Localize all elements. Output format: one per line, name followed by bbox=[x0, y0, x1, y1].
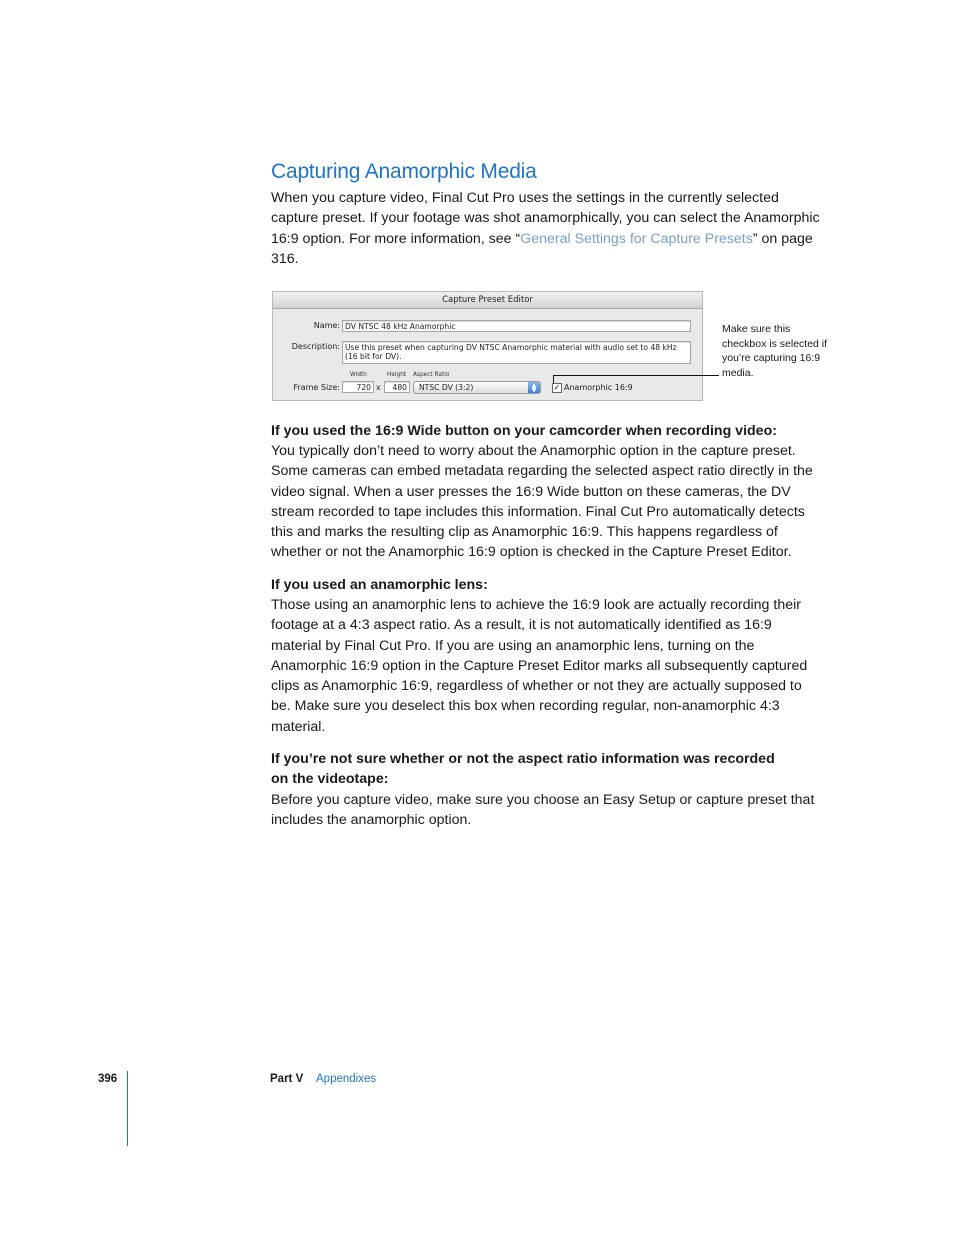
anamorphic-checkbox[interactable]: ✓ bbox=[553, 383, 561, 392]
section-body: Before you capture video, make sure you choose an Easy Setup or capture preset that includes the anamorphic option. bbox=[271, 792, 815, 829]
height-header: Height bbox=[387, 372, 407, 378]
anamorphic-label: Anamorphic 16:9 bbox=[564, 383, 633, 392]
times-symbol: x bbox=[376, 383, 381, 392]
name-label: Name: bbox=[313, 321, 340, 330]
capture-preset-editor-screenshot bbox=[272, 291, 703, 401]
intro-text-before: When you capture video, Final Cut Pro uses the settings in the currently selected capture preset. If your footage was shot anamorphically, you can select the Anamorphic 16:9 option. For more information, see “ bbox=[271, 190, 820, 247]
callout-leader-tick bbox=[553, 375, 554, 383]
width-header: Width bbox=[350, 372, 367, 378]
footer-divider bbox=[127, 1071, 128, 1146]
editor-window-title: Capture Preset Editor bbox=[273, 292, 702, 309]
footer-section-link[interactable]: Appendixes bbox=[316, 1073, 377, 1085]
callout-text: Make sure this checkbox is selected if you’re capturing 16:9 media. bbox=[722, 323, 828, 379]
section-heading: If you’re not sure whether or not the aspect ratio information was recorded on the videotape: bbox=[271, 751, 775, 788]
page-number: 396 bbox=[98, 1073, 118, 1085]
section-heading: If you used an anamorphic lens: bbox=[271, 577, 488, 593]
intro-paragraph bbox=[271, 188, 823, 269]
cross-reference-link[interactable]: General Settings for Capture Presets bbox=[520, 230, 753, 247]
section-body: You typically don’t need to worry about the Anamorphic option in the capture preset. Some cameras can embed metadata regarding the selected aspect ratio directly in the video signal. When a user presses the 16:9 Wide button on these cameras, the DV stream recorded to tape includes this information. Final Cut Pro automatically detects this and marks the resulting clip as Anamorphic 16:9. This happens regardless of whether or not the Anamorphic 16:9 option is checked in the Capture Preset Editor. bbox=[271, 443, 813, 561]
aspect-ratio-value: NTSC DV (3:2) bbox=[419, 383, 474, 392]
footer-part: Part V bbox=[270, 1073, 304, 1085]
page-title: Capturing Anamorphic Media bbox=[271, 160, 537, 183]
width-field[interactable]: 720 bbox=[342, 381, 374, 393]
height-field[interactable]: 480 bbox=[384, 381, 410, 393]
aspect-ratio-popup[interactable] bbox=[413, 381, 541, 394]
name-field[interactable]: DV NTSC 48 kHz Anamorphic bbox=[342, 320, 691, 332]
frame-size-label: Frame Size: bbox=[293, 383, 340, 392]
description-field[interactable]: Use this preset when capturing DV NTSC Anamorphic material with audio set to 48 kHz (16 bit for DV). bbox=[342, 341, 691, 364]
intro-text-after: ” on page 316. bbox=[271, 230, 813, 267]
callout-leader-line bbox=[553, 375, 719, 376]
popup-arrows-icon: ▲ ▼ bbox=[528, 382, 540, 393]
description-label: Description: bbox=[291, 342, 340, 351]
section-body: Those using an anamorphic lens to achieve the 16:9 look are actually recording their footage at a 4:3 aspect ratio. As a result, it is not automatically identified as 16:9 material by Final Cut Pro. If you are using an anamorphic lens, turning on the Anamorphic 16:9 option in the Capture Preset Editor marks all subsequently captured clips as Anamorphic 16:9, regardless of whether or not they are actually supposed to be. Make sure you deselect this box when recording regular, non-anamorphic 4:3 material. bbox=[271, 597, 808, 735]
aspect-ratio-header: Aspect Ratio bbox=[413, 372, 450, 378]
section-heading: If you used the 16:9 Wide button on your camcorder when recording video: bbox=[271, 423, 777, 439]
